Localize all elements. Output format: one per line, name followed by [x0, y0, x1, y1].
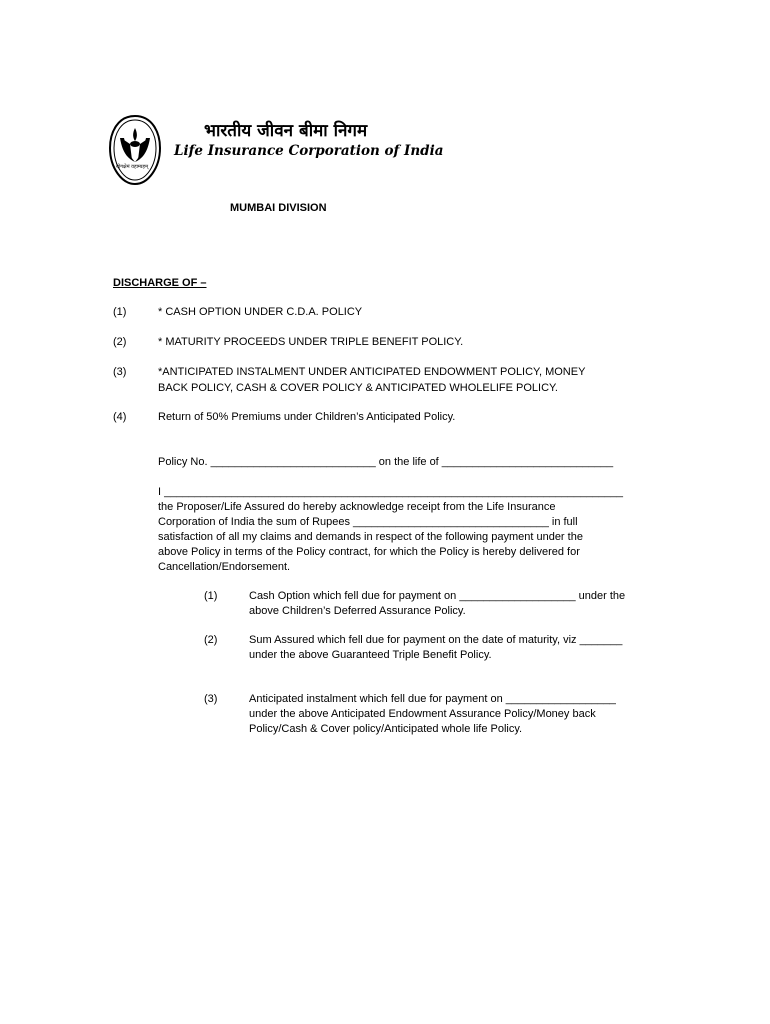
sub-item-3-number: (3): [204, 693, 218, 705]
lic-emblem-icon: [108, 114, 162, 186]
item-4-text: Return of 50% Premiums under Children’s Anticipated Policy.: [158, 411, 456, 423]
sub-item-2-line-1: Sum Assured which fell due for payment on the date of maturity, viz _______: [249, 634, 623, 646]
division-title: MUMBAI DIVISION: [230, 202, 327, 214]
sub-item-2-number: (2): [204, 634, 218, 646]
company-name-english: Life Insurance Corporation of India: [174, 143, 444, 159]
declaration-line-3: Corporation of India the sum of Rupees ________________________________ in full: [158, 516, 578, 528]
item-3-line-2: BACK POLICY, CASH & COVER POLICY & ANTICIPATED WHOLELIFE POLICY.: [158, 382, 558, 394]
declaration-line-1: I ___________________________________________________________________________: [158, 486, 623, 498]
sub-item-1-line-2: above Children’s Deferred Assurance Policy.: [249, 605, 466, 617]
item-1-text: * CASH OPTION UNDER C.D.A. POLICY: [158, 306, 363, 318]
company-name-hindi: भारतीय जीवन बीमा निगम: [204, 121, 368, 141]
sub-item-3-line-1: Anticipated instalment which fell due for payment on __________________: [249, 693, 616, 705]
item-4-number: (4): [113, 411, 127, 423]
emblem-motto: योगक्षेमं वहाम्यहम्: [116, 164, 149, 170]
declaration-line-6: Cancellation/Endorsement.: [158, 561, 291, 573]
declaration-line-2: the Proposer/Life Assured do hereby acknowledge receipt from the Life Insurance: [158, 501, 556, 513]
declaration-line-5: above Policy in terms of the Policy contract, for which the Policy is hereby delivered for: [158, 546, 580, 558]
sub-item-3-line-2: under the above Anticipated Endowment Assurance Policy/Money back: [249, 708, 596, 720]
item-2-text: * MATURITY PROCEEDS UNDER TRIPLE BENEFIT POLICY.: [158, 336, 464, 348]
item-2-number: (2): [113, 336, 127, 348]
item-1-number: (1): [113, 306, 127, 318]
sub-item-1-line-1: Cash Option which fell due for payment on ___________________ under the: [249, 590, 626, 602]
sub-item-1-number: (1): [204, 590, 218, 602]
item-3-number: (3): [113, 366, 127, 378]
policy-number-line: Policy No. ___________________________ on the life of ____________________________: [158, 456, 614, 468]
item-3-line-1: *ANTICIPATED INSTALMENT UNDER ANTICIPATED ENDOWMENT POLICY, MONEY: [158, 366, 586, 378]
sub-item-2-line-2: under the above Guaranteed Triple Benefit Policy.: [249, 649, 492, 661]
sub-item-3-line-3: Policy/Cash & Cover policy/Anticipated whole life Policy.: [249, 723, 523, 735]
discharge-title: DISCHARGE OF –: [113, 277, 207, 289]
declaration-line-4: satisfaction of all my claims and demands in respect of the following payment under the: [158, 531, 583, 543]
